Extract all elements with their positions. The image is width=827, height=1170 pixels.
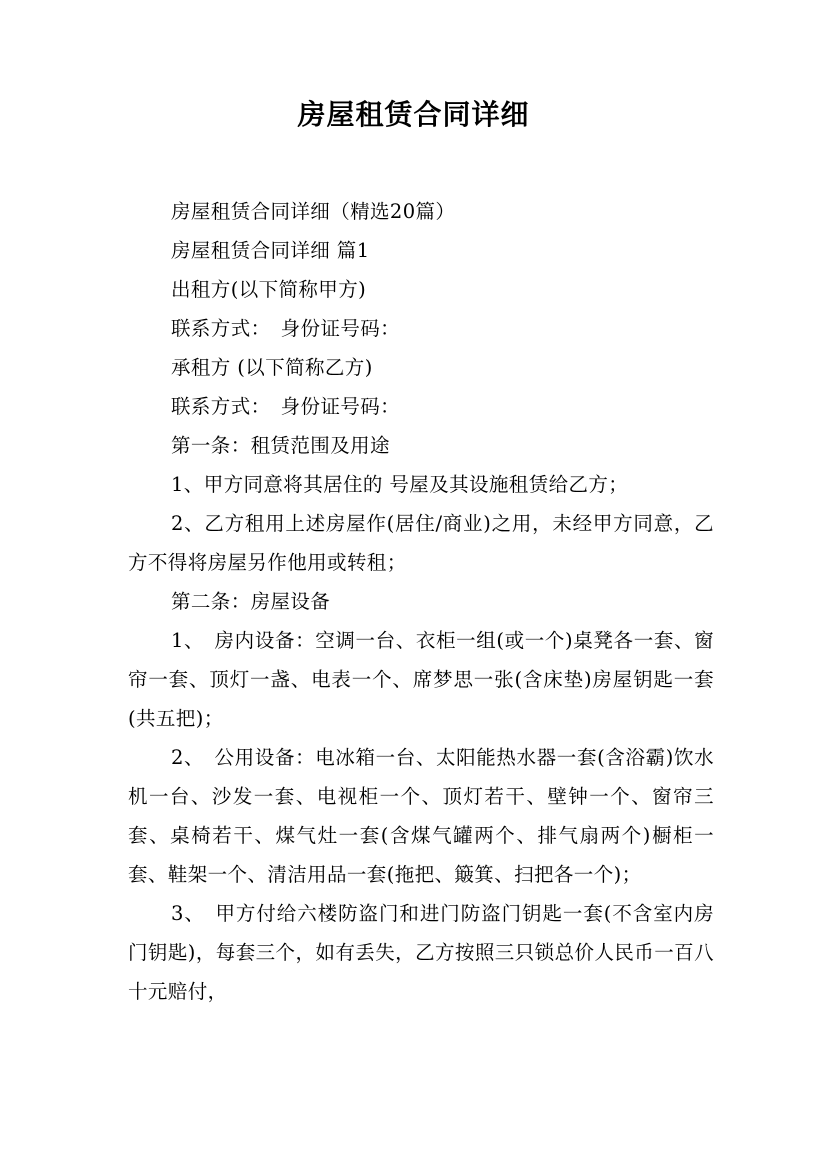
paragraph-article-2-item-2: 2、 公用设备：电冰箱一台、太阳能热水器一套(含浴霸)饮水机一台、沙发一套、电视柜一个、顶灯若干、壁钟一个、窗帘三套、桌椅若干、煤气灶一套(含煤气罐两个、排气扇两个)橱柜一套、鞋架一个、清洁用品一套(拖把、簸箕、扫把各一个)；: [128, 746, 714, 886]
paragraph-article-2-item-1: 1、 房内设备：空调一台、衣柜一组(或一个)桌凳各一套、窗帘一套、顶灯一盏、电表一个、席梦思一张(含床垫)房屋钥匙一套(共五把)；: [128, 629, 714, 730]
paragraph-section-heading: 房屋租赁合同详细 篇1: [171, 239, 370, 262]
paragraph-lessee: 承租方 (以下简称乙方): [171, 356, 373, 379]
paragraph-subtitle: 房屋租赁合同详细（精选20篇）: [171, 200, 456, 223]
document-body: [128, 192, 714, 1011]
paragraph-article-1-item-1: 1、甲方同意将其居住的 号屋及其设施租赁给乙方；: [171, 473, 629, 496]
paragraph-lessee-contact: 联系方式： 身份证号码：: [171, 395, 401, 418]
paragraph-article-1-item-2: 2、乙方租用上述房屋作(居住/商业)之用，未经甲方同意，乙方不得将房屋另作他用或转租；: [128, 512, 714, 574]
document-title: 房屋租赁合同详细: [297, 98, 530, 131]
paragraph-article-1-heading: 第一条：租赁范围及用途: [171, 434, 390, 457]
paragraph-article-2-item-3: 3、 甲方付给六楼防盗门和进门防盗门钥匙一套(不含室内房门钥匙)，每套三个，如有丢失，乙方按照三只锁总价人民币一百八十元赔付，: [128, 902, 714, 1003]
paragraph-lessor-contact: 联系方式： 身份证号码：: [171, 317, 401, 340]
paragraph-article-2-heading: 第二条：房屋设备: [171, 590, 331, 613]
paragraph-lessor: 出租方(以下简称甲方): [171, 278, 367, 301]
